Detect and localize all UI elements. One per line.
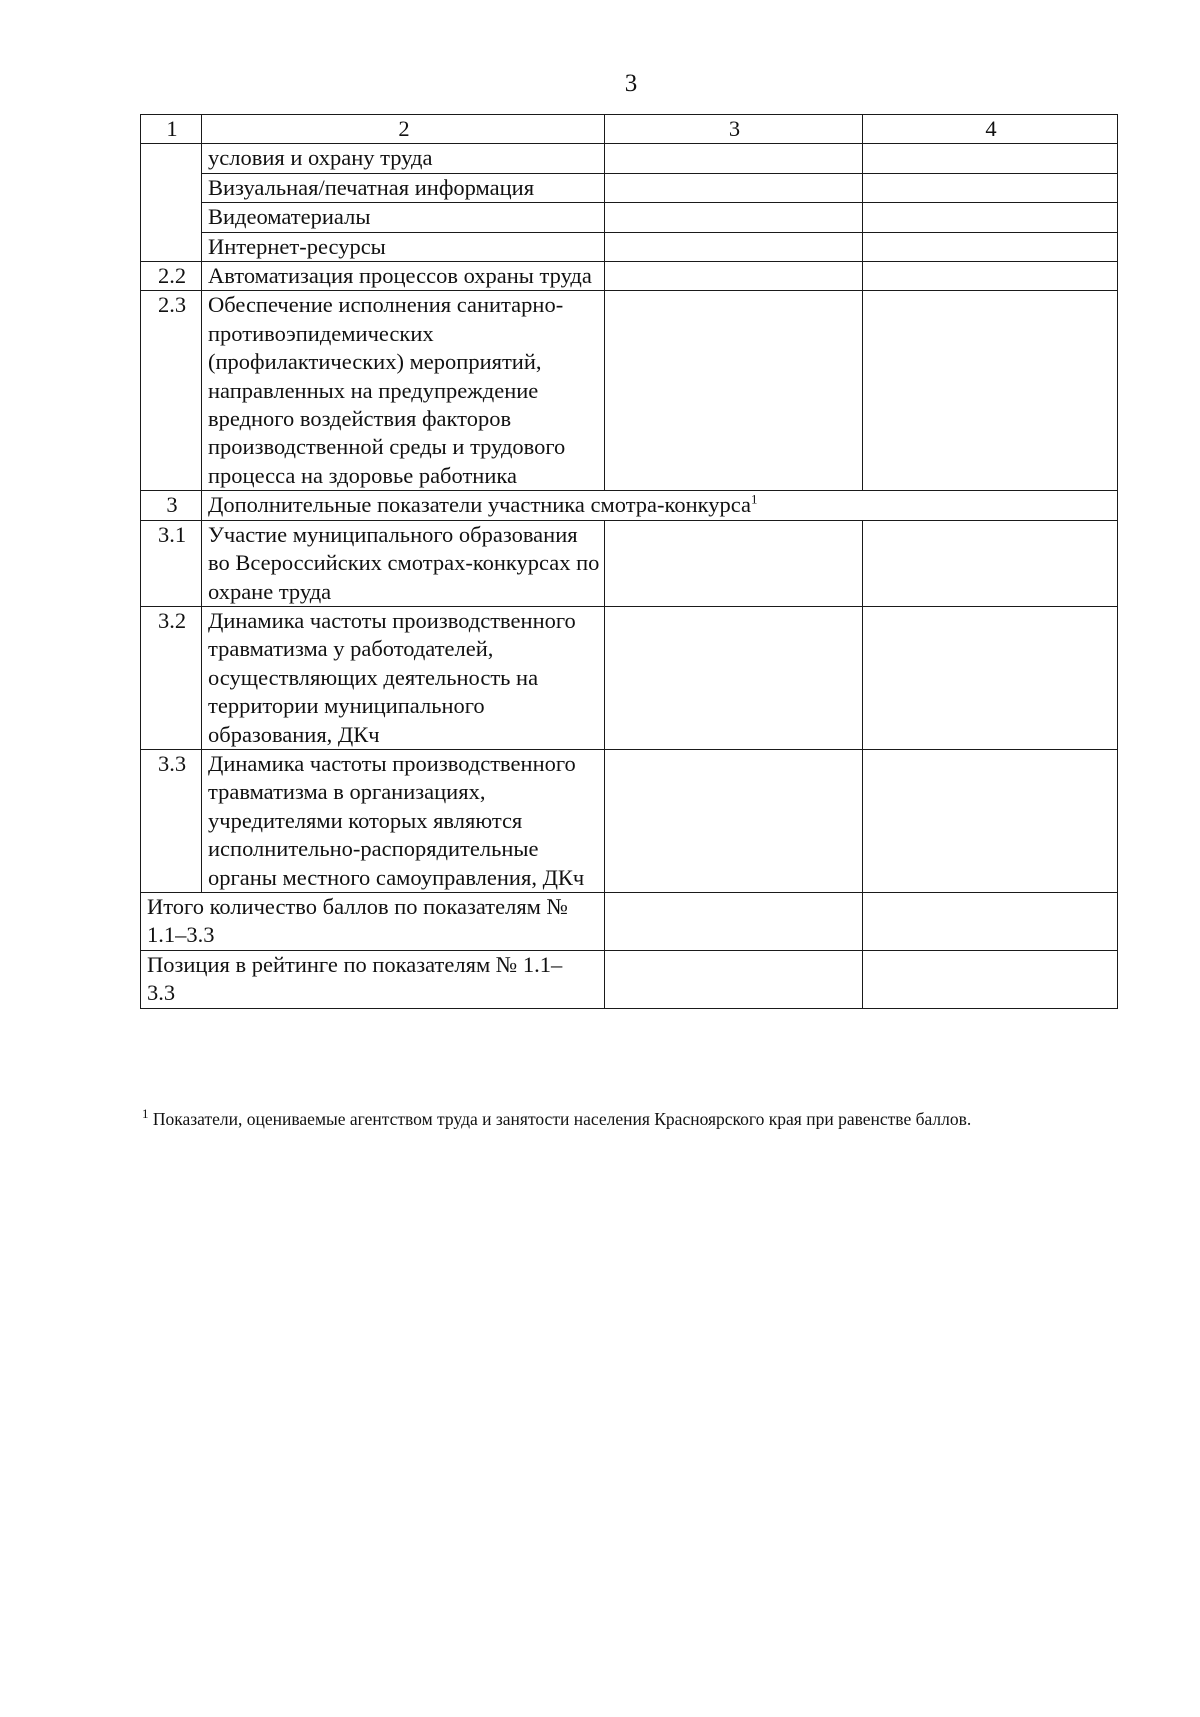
row-value-cell [863,232,1118,261]
column-header-3: 3 [605,115,863,144]
row-value-cell [605,291,863,491]
table-row [141,749,1118,892]
table-row [141,262,1118,291]
row-value-cell [863,892,1118,950]
row-value-cell [863,203,1118,232]
row-value-cell [863,950,1118,1008]
row-value-cell [605,520,863,606]
row-indicator-text: Визуальная/печатная информация [202,173,605,202]
section-row [141,491,1118,520]
table-row [141,173,1118,202]
footnote [142,1106,1118,1132]
row-number: 2.3 [141,291,202,491]
page-number: 3 [624,70,638,97]
total-score-label: Итого количество баллов по показателям № 1.1–3.3 [141,892,605,950]
row-value-cell [863,173,1118,202]
table-row [141,606,1118,749]
row-indicator-text: Динамика частоты производственного травматизма в организациях, учредителями которых являются исполнительно-распорядительные органы местного самоуправления, ДКч [202,749,605,892]
table-row [141,232,1118,261]
column-header-2: 2 [202,115,605,144]
section-title-text: Дополнительные показатели участника смотра-конкурса [208,492,751,518]
row-number: 3.2 [141,606,202,749]
row-value-cell [863,144,1118,173]
table-row [141,144,1118,173]
row-value-cell [605,203,863,232]
row-number: 2.2 [141,262,202,291]
section-title [202,491,1118,520]
row-indicator-text: условия и охрану труда [202,144,605,173]
row-number: 3.3 [141,749,202,892]
row-indicator-text: Автоматизация процессов охраны труда [202,262,605,291]
footnote-text: Показатели, оцениваемые агентством труда и занятости населения Красноярского края при равенстве баллов. [152,1109,972,1129]
row-indicator-text: Интернет-ресурсы [202,232,605,261]
row-number [141,144,202,262]
table-header-row [141,115,1118,144]
footnote-mark: 1 [750,491,758,507]
row-number: 3.1 [141,520,202,606]
row-value-cell [605,950,863,1008]
row-indicator-text: Обеспечение исполнения санитарно-противоэпидемических (профилактических) мероприятий, направленных на предупреждение вредного воздействия факторов производственной среды и трудового процесса на здоровье работника [202,291,605,491]
rating-position-label: Позиция в рейтинге по показателям № 1.1–3.3 [141,950,605,1008]
row-value-cell [863,520,1118,606]
row-indicator-text: Динамика частоты производственного травматизма у работодателей, осуществляющих деятельность на территории муниципального образования, ДКч [202,606,605,749]
row-value-cell [863,262,1118,291]
indicators-table [140,114,1118,1009]
totals-row [141,892,1118,950]
row-value-cell [605,749,863,892]
row-value-cell [605,262,863,291]
table-row [141,520,1118,606]
column-header-4: 4 [863,115,1118,144]
row-value-cell [605,892,863,950]
table-row [141,203,1118,232]
row-value-cell [605,173,863,202]
row-indicator-text: Участие муниципального образования во Всероссийских смотрах-конкурсах по охране труда [202,520,605,606]
row-value-cell [863,291,1118,491]
footnote-number: 1 [142,1106,149,1122]
row-value-cell [605,606,863,749]
row-value-cell [605,144,863,173]
column-header-1: 1 [141,115,202,144]
table-row [141,291,1118,491]
row-value-cell [605,232,863,261]
row-value-cell [863,606,1118,749]
row-value-cell [863,749,1118,892]
row-number: 3 [141,491,202,520]
totals-row [141,950,1118,1008]
row-indicator-text: Видеоматериалы [202,203,605,232]
